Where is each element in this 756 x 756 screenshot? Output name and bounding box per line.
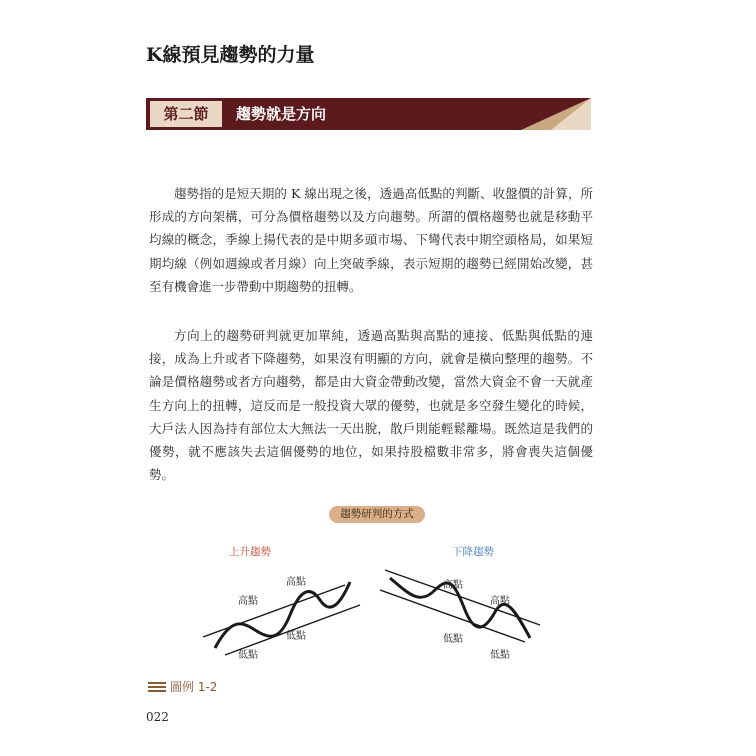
downtrend-high-2: 高點: [490, 596, 510, 607]
uptrend-channel: [203, 582, 360, 655]
uptrend-high-1: 高點: [238, 596, 258, 607]
uptrend-low-1: 低點: [238, 650, 258, 661]
figure-title: 趨勢研判的方式: [329, 506, 425, 523]
downtrend-low-2: 低點: [490, 650, 510, 661]
uptrend-low-line: [203, 585, 345, 637]
downtrend-label: 下降趨勢: [452, 546, 494, 558]
book-title: K線預見趨勢的力量: [146, 44, 315, 66]
section-header-decoration-light: [551, 98, 591, 130]
paragraph-2: 方向上的趨勢研判就更加單純，透過高點與高點的連接、低點與低點的連接，成為上升或者下降趨勢，如果沒有明顯的方向，就會是橫向整理的趨勢。不論是價格趨勢或者方向趨勢，都是由大資金帶動改變，當然大資金不會一天就產生方向上的扭轉，這反而是一般投資大眾的優勢，也就是多空發生變化的時候，大戶法人因為持有部位太大無法一天出脫，散戶則能輕鬆離場。既然這是我們的優勢，就不應該失去這個優勢的地位，如果持股檔數非常多，將會喪失這個優勢。: [149, 328, 593, 483]
uptrend-low-2: 低點: [286, 631, 306, 642]
figure-caption-text: 圖例 1-2: [170, 680, 218, 694]
uptrend-price-wave: [215, 582, 350, 648]
section-header: [146, 98, 591, 130]
page-number: 022: [146, 710, 169, 724]
caption-bars-icon: [148, 682, 166, 692]
section-title: 趨勢就是方向: [236, 105, 327, 123]
paragraph-1: 趨勢指的是短天期的 K 線出現之後，透過高低點的判斷、收盤價的計算，所形成的方向架構，可分為價格趨勢以及方向趨勢。所謂的價格趨勢也就是移動平均線的概念，季線上揚代表的是中期多頭市場、下彎代表中期空頭格局，如果短期均線（例如週線或者月線）向上突破季線，表示短期的趨勢已經開始改變，甚至有機會進一步帶動中期趨勢的扭轉。: [149, 186, 593, 294]
uptrend-high-2: 高點: [286, 577, 306, 588]
section-number: 第二節: [150, 101, 222, 127]
figure-caption: [148, 678, 217, 695]
downtrend-low-1: 低點: [443, 634, 463, 645]
uptrend-label: 上升趨勢: [229, 546, 271, 558]
downtrend-high-1: 高點: [443, 580, 463, 591]
